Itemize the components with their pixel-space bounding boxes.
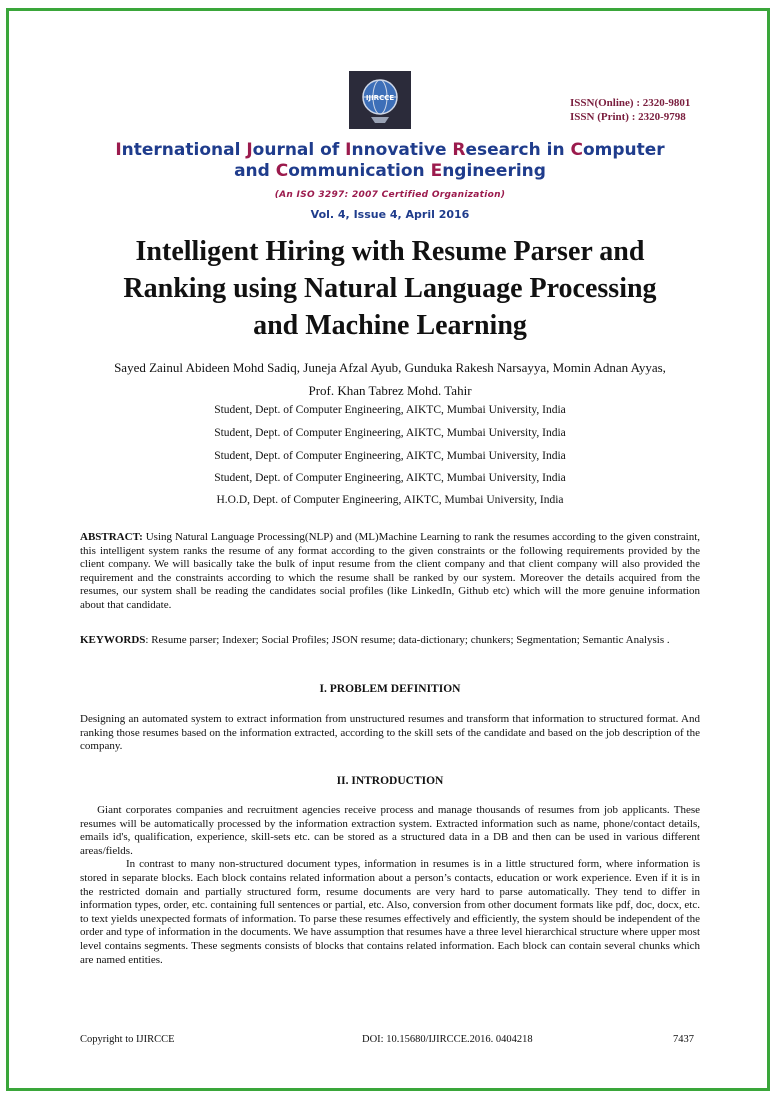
journal-title-capital: C <box>570 140 583 160</box>
section-paragraph: Designing an automated system to extract information from unstructured resumes and transform that information to structured format. And ranking those resumes based on the information extracted, according to the skill sets of the candidate and based on the job description of the company. <box>80 713 700 753</box>
journal-title-capital: I <box>115 140 122 160</box>
issn-print: ISSN (Print) : 2320-9798 <box>570 111 686 123</box>
section-heading-problem-definition: I. PROBLEM DEFINITION <box>319 683 461 695</box>
intro-paragraph-2: In contrast to many non-structured document types, information in resumes is in a little structured form, where information is stored in separate blocks. Each block contains related information about a person’s contacts, education or work experience. Even if it is in the restricted domain and partially structured form, resume documents are very hard to parse automatically. They tend to differ in information types, order, etc. containing full sentences or partial, etc. Also, conversion from other document formats like pdf, doc, docx, etc. to text yields unexpected formats of information. To parse these resumes effectively and efficiently, the system should be independent of the order and type of information in the documents. We have assumption that resumes have a three level hierarchical structure where upper most level contains segments. These segments consists of blocks that contains related information. Each block can contain several chunks which are named entities. <box>80 858 700 966</box>
keywords-text: : Resume parser; Indexer; Social Profiles; JSON resume; data-dictionary; chunkers; Segmentation; Semantic Analysis . <box>145 634 670 646</box>
title-line: Intelligent Hiring with Resume Parser and <box>135 236 645 267</box>
footer-page-number: 7437 <box>673 1034 694 1045</box>
intro-paragraph-1: Giant corporates companies and recruitment agencies receive process and manage thousands of resumes from job applicants. These resumes will be automatically processed by the information extraction system. Extracted information such as name, phone/contact details, emails id's, qualification, experience, skill-sets etc. can be stored as a structured data in a DB and then can be used in various different areas/fields. <box>80 804 703 857</box>
authors-line-2: Prof. Khan Tabrez Mohd. Tahir <box>308 383 472 398</box>
journal-title-word: ournal of <box>252 140 346 160</box>
section-heading-introduction: II. INTRODUCTION <box>336 775 444 787</box>
journal-title-word: esearch in <box>465 140 571 160</box>
issn-online: ISSN(Online) : 2320-9801 <box>570 97 691 109</box>
iso-certification: (An ISO 3297: 2007 Certified Organization) <box>274 190 506 200</box>
journal-title-word: and <box>234 161 276 181</box>
journal-title-line-2 <box>0 161 780 181</box>
authors-line-1: Sayed Zainul Abideen Mohd Sadiq, Juneja Afzal Ayub, Gunduka Rakesh Narsayya, Momin Adnan Ayyas, <box>114 360 666 375</box>
affiliation: Student, Dept. of Computer Engineering, AIKTC, Mumbai University, India <box>214 472 566 484</box>
journal-title-capital: J <box>246 140 253 160</box>
journal-title-word: nternational <box>121 140 247 160</box>
volume-issue: Vol. 4, Issue 4, April 2016 <box>310 208 470 221</box>
journal-title-line-1 <box>0 140 780 160</box>
paper-title <box>60 233 720 344</box>
journal-title-word: omputer <box>582 140 665 160</box>
keywords-label: KEYWORDS <box>80 634 146 646</box>
title-line: Ranking using Natural Language Processing <box>123 273 657 304</box>
journal-logo <box>349 71 411 129</box>
journal-title-capital: C <box>275 161 289 181</box>
affiliation: Student, Dept. of Computer Engineering, AIKTC, Mumbai University, India <box>214 427 566 439</box>
abstract-label: ABSTRACT: <box>80 531 143 543</box>
authors <box>60 356 720 402</box>
affiliation: H.O.D, Dept. of Computer Engineering, AIKTC, Mumbai University, India <box>216 494 564 506</box>
journal-title-capital: E <box>430 161 443 181</box>
footer-copyright: Copyright to IJIRCCE <box>80 1034 175 1045</box>
keywords <box>80 634 700 648</box>
issn-block <box>570 96 690 124</box>
problem-definition-text <box>80 713 700 754</box>
journal-title-word: nnovative <box>351 140 453 160</box>
journal-title-word: ommunication <box>288 161 431 181</box>
title-line: and Machine Learning <box>253 310 527 341</box>
abstract <box>80 531 700 613</box>
introduction-text <box>80 804 703 967</box>
journal-title-capital: R <box>452 140 466 160</box>
journal-title-word: ngineering <box>442 161 546 181</box>
abstract-text: Using Natural Language Processing(NLP) and (ML)Machine Learning to rank the resumes according to the given constraint, this intelligent system ranks the resume of any format according to the given constraints or the following requirements provided by the client company. We will basically take the bulk of input resume from the client company and that client company will also provided the requirement and the constraints according to which the resume shall be ranked by our system. Moreover the details acquired from the resumes, our system shall be reading the candidates social profiles (like LinkedIn, Github etc) which will the more genuine information about that candidate. <box>80 531 700 611</box>
journal-title-capital: I <box>345 140 352 160</box>
affiliation: Student, Dept. of Computer Engineering, AIKTC, Mumbai University, India <box>214 450 566 462</box>
logo-text: IJIRCCE <box>365 94 395 102</box>
affiliation: Student, Dept. of Computer Engineering, AIKTC, Mumbai University, India <box>214 404 566 416</box>
footer-doi: DOI: 10.15680/IJIRCCE.2016. 0404218 <box>362 1034 533 1045</box>
